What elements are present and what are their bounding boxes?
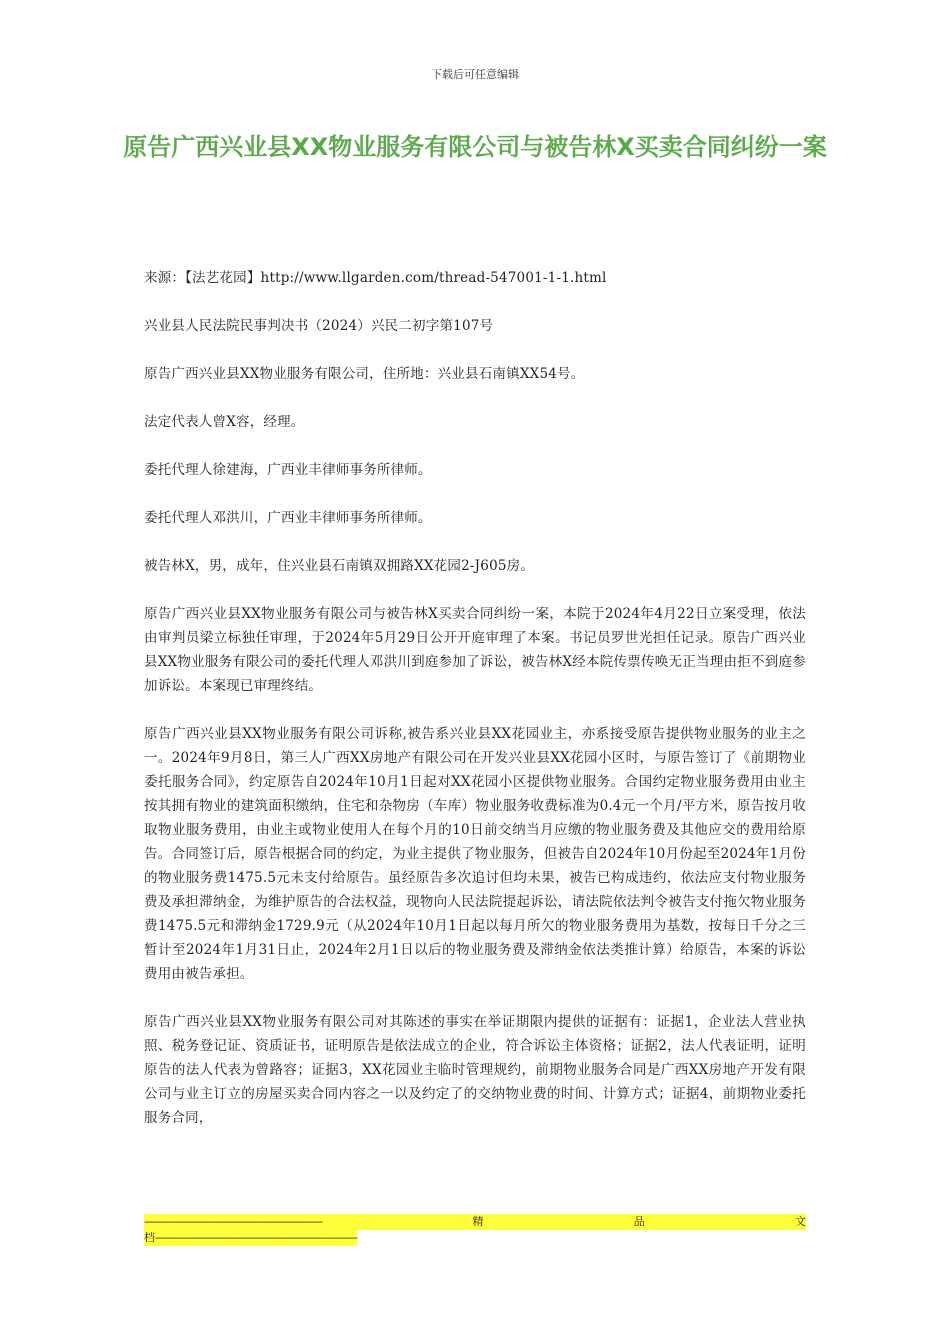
page-header-note: 下载后可任意编辑	[431, 68, 519, 81]
footer-line-1	[144, 1214, 806, 1230]
footer-char-4: 档	[144, 1231, 155, 1244]
document-title: 原告广西兴业县XX物业服务有限公司与被告林X买卖合同纠纷一案	[123, 133, 827, 161]
case-summary-paragraph: 原告广西兴业县XX物业服务有限公司与被告林X买卖合同纠纷一案，本院于2024年4月22日立案受理，依法由审判员梁立标独任审理，于2024年5月29日公开开庭审理了本案。书记员罗世光担任记录。原告广西兴业县XX物业服务有限公司的委托代理人邓洪川到庭参加了诉讼，被告林X经本院传票传唤无正当理由拒不到庭参加诉讼。本案现已审理终结。	[144, 606, 806, 694]
footer-char-3: 文	[795, 1215, 806, 1228]
legal-representative: 法定代表人曾X容，经理。	[144, 414, 305, 430]
footer-char-1: 精	[472, 1215, 484, 1228]
agent-2: 委托代理人邓洪川，广西业丰律师事务所律师。	[144, 510, 432, 526]
plaintiff-claim-paragraph: 原告广西兴业县XX物业服务有限公司诉称,被告系兴业县XX花园业主，亦系接受原告提供物业服务的业主之一。2024年9月8日，第三人广西XX房地产有限公司在开发兴业县XX花园小区时，与原告签订了《前期物业委托服务合同》，约定原告自2024年10月1日起对XX花园小区提供物业服务。合国约定物业服务费用由业主按其拥有物业的建筑面积缴纳，住宅和杂物房（车库）物业服务收费标准为0.4元一个月/平方米，原告按月收取物业服务费用，由业主或物业使用人在每个月的10日前交纳当月应缴的物业服务费及其他应交的费用给原告。合同签订后，原告根据合同的约定，为业主提供了物业服务，但被告自2024年10月份起至2024年1月份的物业服务费1475.5元未支付给原告。虽经原告多次追讨但均未果，被告已构成违约，依法应支付物业服务费及承担滞纳金，为维护原告的合法权益，现物向人民法院提起诉讼，请法院依法判令被告支付拖欠物业服务费1475.5元和滞纳金1729.9元（从2024年10月1日起以每月所欠的物业服务费用为基数，按每日千分之三暂计至2024年1月31日止，2024年2月1日以后的物业服务费及滞纳金依法类推计算）给原告，本案的诉讼费用由被告承担。	[144, 726, 806, 982]
document-body	[144, 266, 806, 1154]
plaintiff-info: 原告广西兴业县XX物业服务有限公司，住所地：兴业县石南镇XX54号。	[144, 366, 585, 382]
agent-1: 委托代理人徐建海，广西业丰律师事务所律师。	[144, 462, 432, 478]
evidence-paragraph: 原告广西兴业县XX物业服务有限公司对其陈述的事实在举证期限内提供的证据有：证据1，企业法人营业执照、税务登记证、资质证书，证明原告是依法成立的企业，符合诉讼主体资格；证据2，法人代表证明，证明原告的法人代表为曾路容；证据3，XX花园业主临时管理规约，前期物业服务合同是广西XX房地产开发有限公司与业主订立的房屋买卖合同内容之一以及约定了的交纳物业费的时间、计算方式；证据4，前期物业委托服务合同，	[144, 1014, 806, 1126]
footer-dashes-a: ------------------------------------------------------------	[144, 1215, 323, 1228]
footer-dashes-b: --------------------------------------------------------------------	[155, 1231, 357, 1244]
footer-char-2: 品	[633, 1215, 645, 1228]
footer-line-2	[144, 1230, 357, 1246]
source-line: 来源：【法艺花园】http://www.llgarden.com/thread-547001-1-1.html	[144, 270, 607, 286]
footer-banner	[144, 1214, 806, 1246]
defendant-info: 被告林X，男，成年，住兴业县石南镇双拥路XX花园2-J605房。	[144, 558, 535, 574]
case-number: 兴业县人民法院民事判决书（2024）兴民二初字第107号	[144, 318, 494, 334]
